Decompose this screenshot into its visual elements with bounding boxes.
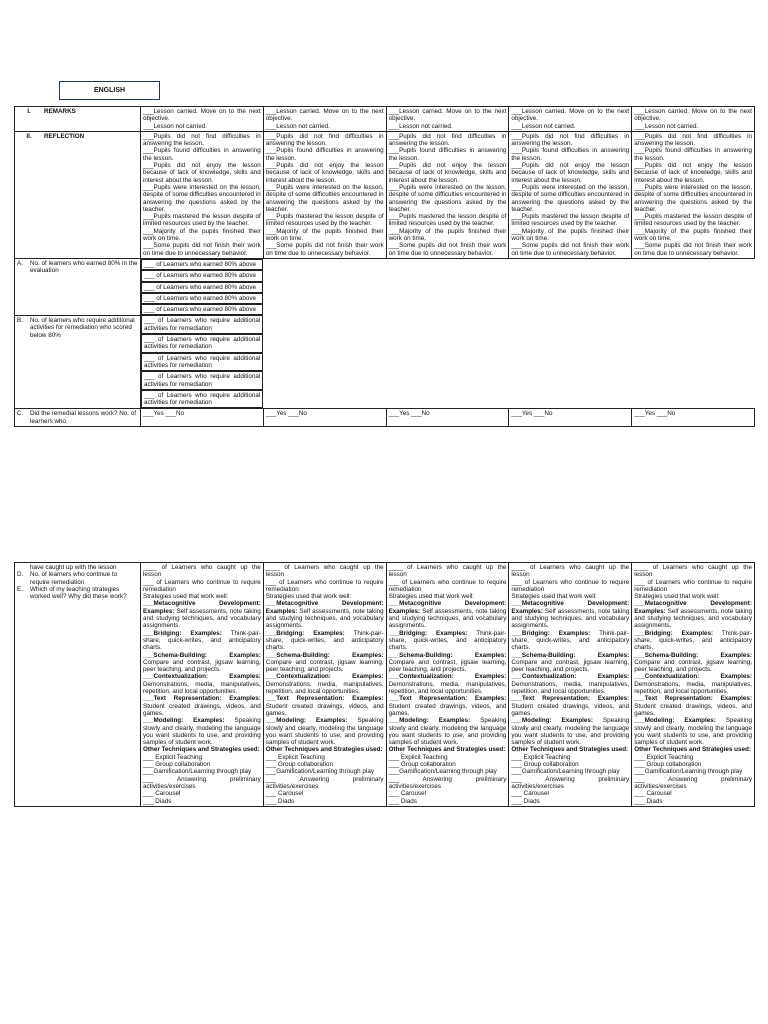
reflection-option: ___Pupils were interested on the lesson, despite of some difficulties encountered in answering the questions asked by the teacher. <box>265 183 384 213</box>
remarks-option: ___Lesson not carried. <box>265 122 330 130</box>
strategy-item <box>143 717 261 746</box>
strategy-examples-label: Examples: <box>352 673 384 681</box>
strategy-description: Think-pair-share, quick-writes, and anticipatory charts. <box>143 629 261 652</box>
reflection-option: ___Pupils did not enjoy the lesson because of lack of knowledge, skills and interest about the lesson. <box>265 162 384 184</box>
strategy-item <box>634 695 752 717</box>
row-b-label-cell <box>15 315 141 408</box>
strategy-item <box>389 695 507 717</box>
other-technique-option: ___ Diads <box>388 797 417 805</box>
row-c-cell: ___Yes ___No <box>141 409 264 427</box>
other-technique-option: ___ Group collaboration <box>388 761 456 769</box>
reflection-option: ___Pupils did not find difficulties in answering the lesson. <box>265 132 384 148</box>
strategy-name: ___Schema-Building: <box>388 651 453 659</box>
other-technique-option: ___ Diads <box>143 797 172 805</box>
strategy-examples-label: Examples: <box>229 651 261 659</box>
remarks-option: ___Lesson not carried. <box>388 122 453 130</box>
row-c-continued <box>15 563 755 807</box>
strategy-item <box>389 630 507 652</box>
other-technique-option: ___ Answering preliminary activities/exercises <box>265 775 384 790</box>
remarks-cell <box>386 107 509 132</box>
other-techniques-title: Other Techniques and Strategies used: <box>634 746 751 754</box>
strategy-examples-label: Examples: <box>265 607 298 615</box>
strategy-item <box>389 673 507 695</box>
row-c-letter: C. <box>17 410 24 418</box>
strategy-examples-label: Examples: <box>597 651 630 659</box>
reflection-table-bottom <box>14 562 755 807</box>
strategy-description: Compare and contrast, jigsaw learning, peer teaching, and projects. <box>143 658 261 674</box>
reflection-option: ___Pupils mastered the lesson despite of limited resources used by the teacher. <box>388 213 507 228</box>
strategy-description: Student created drawings, videos, and games. <box>388 702 507 717</box>
reflection-cell <box>263 131 386 258</box>
reflection-option: ___Pupils did not enjoy the lesson because of lack of knowledge, skills and interest about the lesson. <box>143 162 261 184</box>
other-technique-option: ___ Diads <box>511 797 540 805</box>
other-techniques-title: Other Techniques and Strategies used: <box>265 746 383 754</box>
reflection-row <box>15 131 755 258</box>
strategy-name: ___Modeling: <box>634 717 675 725</box>
strategy-examples-label: Examples: <box>190 629 222 637</box>
strategy-item <box>511 673 629 695</box>
strategy-item <box>634 630 752 652</box>
strategy-description: Think-pair-share, quick-writes, and anticipatory charts. <box>634 629 752 652</box>
remarks-option: ___Lesson not carried. <box>143 122 208 130</box>
strategy-item <box>143 673 261 695</box>
strategy-name: ___Modeling: <box>265 717 307 725</box>
strategy-examples-label: Examples: <box>193 717 225 725</box>
row-b-label: No. of learners who require additional activities for remediation who scored below 80% <box>30 316 135 339</box>
strategy-description: Compare and contrast, jigsaw learning, peer teaching, and projects. <box>265 658 384 674</box>
other-technique-option: ___Gamification/Learning through play <box>388 768 497 776</box>
strategy-name: ___Contextualization: <box>143 673 209 681</box>
reflection-option: ___Some pupils did not finish their work on time due to unnecessary behavior. <box>388 242 507 257</box>
reflection-option: ___Pupils did not enjoy the lesson because of lack of knowledge, skills and interest about the lesson. <box>388 162 507 184</box>
reflection-option: ___Pupils mastered the lesson despite of limited resources used by the teacher. <box>265 213 384 228</box>
other-techniques-title: Other Techniques and Strategies used: <box>511 746 629 754</box>
strategy-item <box>511 695 629 717</box>
strategy-description: Think-pair-share, quick-writes, and anticipatory charts. <box>388 629 507 652</box>
row-e-label: Which of my teaching strategies worked well? Why did these work? <box>30 585 127 601</box>
strategy-item <box>389 600 507 629</box>
strategy-examples-label: Examples: <box>474 673 507 681</box>
strategy-item <box>511 600 629 629</box>
remarks-cell <box>141 107 264 132</box>
reflection-table-top <box>14 106 755 427</box>
strategy-item <box>634 652 752 674</box>
strategy-description: Self assessments, note taking and studying techniques, and vocabulary assignments. <box>511 607 630 630</box>
strategy-description: Speaking slowly and clearly, modeling the language you want students to use, and providing samples of student work. <box>143 717 261 747</box>
reflection-option: ___Pupils did not enjoy the lesson because of lack of knowledge, skills and interest about the lesson. <box>634 162 752 184</box>
strategies-intro: Strategies used that work well: <box>143 593 229 601</box>
row-a-cell: ___ of Learners who earned 80% above <box>141 293 263 304</box>
strategy-item <box>634 673 752 695</box>
strategy-examples-label: Examples: <box>436 629 468 637</box>
reflection-option: ___Pupils mastered the lesson despite of limited resources used by the teacher. <box>511 213 630 228</box>
other-technique-option: ___ Explicit Teaching <box>634 753 694 761</box>
strategy-description: Compare and contrast, jigsaw learning, peer teaching, and projects. <box>388 658 507 674</box>
strategy-examples-label: Examples: <box>561 717 594 725</box>
strategy-item <box>266 630 384 652</box>
row-a <box>15 258 755 315</box>
strategy-examples-label: Examples: <box>558 629 591 637</box>
spacer <box>17 564 27 571</box>
strategy-examples-label: Examples: <box>720 695 752 703</box>
strategy-examples-label: Examples: <box>511 607 543 615</box>
strategy-description: Demonstrations, media, manipulatives, repetition, and local opportunities. <box>511 680 630 696</box>
reflection-option: ___Some pupils did not finish their work on time due to unnecessary behavior. <box>143 242 261 257</box>
strategy-item <box>266 673 384 695</box>
other-techniques-title: Other Techniques and Strategies used: <box>143 746 260 754</box>
reflection-option: ___Majority of the pupils finished their work on time. <box>634 227 752 243</box>
strategy-examples-label: Examples: <box>684 717 716 725</box>
strategy-item <box>511 630 629 652</box>
remarks-cell <box>632 107 755 132</box>
reflection-option: ___Pupils were interested on the lesson, despite of some difficulties encountered in answering the questions asked by the teacher. <box>388 183 507 213</box>
other-technique-option: ___ Group collaboration <box>634 761 702 769</box>
strategy-examples-label: Examples: <box>388 607 421 615</box>
remarks-cell <box>263 107 386 132</box>
row-c-label-cell <box>15 409 141 427</box>
strategy-name: ___Schema-Building: <box>634 651 699 659</box>
strategy-name: ___Modeling: <box>143 717 184 725</box>
strategy-examples-label: Examples: <box>474 651 507 659</box>
reflection-option: ___Some pupils did not finish their work on time due to unnecessary behavior. <box>265 242 384 257</box>
strategy-examples-label: Examples: <box>313 629 345 637</box>
strategy-name: ___Bridging: <box>511 629 550 637</box>
strategy-name: ___Schema-Building: <box>265 651 330 659</box>
remarks-option: ___Lesson carried. Move on to the next objective. <box>265 108 384 123</box>
strategy-name: ___Contextualization: <box>265 673 331 681</box>
reflection-option: ___Pupils found difficulties in answering the lesson. <box>511 147 630 162</box>
strategy-examples-label: Examples: <box>720 651 752 659</box>
other-techniques-title: Other Techniques and Strategies used: <box>388 746 506 754</box>
strategy-description: Demonstrations, media, manipulatives, repetition, and local opportunities. <box>265 680 384 696</box>
strategy-name: ___Text Representation: <box>143 695 222 703</box>
strategy-name: ___Modeling: <box>388 717 429 725</box>
row-b-cell: ___ of Learners who require additional activities for remediation <box>141 371 263 390</box>
strategy-description: Speaking slowly and clearly, modeling the language you want students to use, and providing samples of student work. <box>265 717 384 747</box>
other-technique-option: ___ Carousel <box>511 790 549 798</box>
strategy-item <box>634 717 752 746</box>
strategy-item <box>389 717 507 746</box>
other-technique-option: ___ Explicit Teaching <box>511 753 571 761</box>
remarks-option: ___Lesson not carried. <box>634 122 699 130</box>
other-technique-option: ___ Diads <box>634 797 663 805</box>
subject-label: ENGLISH <box>59 81 160 100</box>
strategy-item <box>143 630 261 652</box>
strategy-description: Speaking slowly and clearly, modeling the language you want students to use, and providing samples of student work. <box>388 717 507 747</box>
row-a-cell: ___ of Learners who earned 80% above <box>141 259 263 270</box>
caught-up-count: ____ of Learners who caught up the lesson <box>388 564 507 579</box>
row-b-cell: ___ of Learners who require additional activities for remediation <box>141 390 263 409</box>
continue-remediation-count: ___ of Learners who continue to require remediation <box>265 578 384 593</box>
row-c-label: Did the remedial lessons work? No. of learners who <box>30 410 137 425</box>
row-c <box>15 409 755 427</box>
row-c-cell: ___Yes ___No <box>263 409 386 427</box>
reflection-label-cell <box>15 131 141 258</box>
reflection-cell <box>386 131 509 258</box>
remarks-option: ___Lesson carried. Move on to the next objective. <box>388 108 507 123</box>
row-b-cell: ___ of Learners who require additional activities for remediation <box>141 353 263 372</box>
remarks-option: ___Lesson not carried. <box>511 122 576 130</box>
continue-remediation-count: ___ of Learners who continue to require remediation <box>511 578 630 593</box>
strategy-name: ___Metacognitive Development: <box>265 600 384 608</box>
continue-remediation-count: ___ of Learners who continue to require remediation <box>388 578 507 593</box>
strategy-item <box>266 695 384 717</box>
strategy-examples-label: Examples: <box>143 607 175 615</box>
reflection-option: ___Pupils did not find difficulties in answering the lesson. <box>634 132 752 148</box>
strategy-item <box>511 652 629 674</box>
other-technique-option: ___ Answering preliminary activities/exercises <box>634 775 752 790</box>
reflection-option: ___Pupils found difficulties in answering the lesson. <box>388 147 507 162</box>
row-b-cell: ___ of Learners who require additional activities for remediation <box>141 315 263 334</box>
strategy-description: Student created drawings, videos, and games. <box>634 702 752 717</box>
strategies-intro: Strategies used that work well: <box>634 593 720 601</box>
strategies-intro: Strategies used that work well: <box>511 593 597 601</box>
strategy-item <box>389 652 507 674</box>
strategy-name: ___Text Representation: <box>511 695 590 703</box>
strategy-examples-label: Examples: <box>229 673 261 681</box>
reflection-cell <box>141 131 264 258</box>
reflection-number: II. <box>26 132 32 140</box>
strategy-cell <box>386 563 509 807</box>
remarks-option: ___Lesson carried. Move on to the next objective. <box>511 108 630 123</box>
row-c-cell: ___Yes ___No <box>509 409 632 427</box>
row-a-label-cell <box>15 258 141 315</box>
caught-up-count: ____ of Learners who caught up the lesson <box>511 564 630 579</box>
strategy-examples-label: Examples: <box>352 695 384 703</box>
other-technique-option: ___ Carousel <box>143 790 181 798</box>
strategy-item <box>143 600 261 629</box>
strategy-name: ___Bridging: <box>634 629 673 637</box>
other-technique-option: ___ Answering preliminary activities/exercises <box>388 775 507 790</box>
remarks-title: REMARKS <box>44 108 76 115</box>
strategy-description: Speaking slowly and clearly, modeling the language you want students to use, and providing samples of student work. <box>511 717 630 747</box>
strategy-name: ___Text Representation: <box>634 695 713 703</box>
strategy-examples-label: Examples: <box>597 695 630 703</box>
strategy-description: Student created drawings, videos, and games. <box>143 702 261 717</box>
reflection-option: ___Pupils were interested on the lesson, despite of some difficulties encountered in answering the questions asked by the teacher. <box>143 183 261 213</box>
other-technique-option: ___ Answering preliminary activities/exercises <box>511 775 630 790</box>
strategy-description: Self assessments, note taking and studying techniques, and vocabulary assignments. <box>143 607 261 630</box>
strategy-name: ___Modeling: <box>511 717 552 725</box>
row-c-cell: ___Yes ___No <box>632 409 755 427</box>
caught-up-count: ____ of Learners who caught up the lesson <box>143 564 261 579</box>
reflection-option: ___Majority of the pupils finished their work on time. <box>388 227 507 243</box>
remarks-option: ___Lesson carried. Move on to the next objective. <box>143 108 261 123</box>
strategy-cell <box>632 563 755 807</box>
strategy-description: Demonstrations, media, manipulatives, repetition, and local opportunities. <box>634 680 752 696</box>
row-b-letter: B. <box>17 316 23 324</box>
strategies-intro: Strategies used that work well: <box>388 593 474 601</box>
other-technique-option: ___ Explicit Teaching <box>143 753 203 761</box>
other-technique-option: ___ Carousel <box>265 790 304 798</box>
reflection-cell <box>632 131 755 258</box>
other-technique-option: ___ Explicit Teaching <box>265 753 325 761</box>
other-technique-option: ___ Explicit Teaching <box>388 753 448 761</box>
row-d-letter: D. <box>17 571 24 579</box>
reflection-title: REFLECTION <box>44 132 85 140</box>
strategy-cell <box>141 563 264 807</box>
strategy-name: ___Contextualization: <box>511 673 577 681</box>
strategy-name: ___Bridging: <box>265 629 305 637</box>
reflection-option: ___Pupils did not find difficulties in answering the lesson. <box>143 132 261 148</box>
strategy-cell <box>509 563 632 807</box>
reflection-option: ___Pupils mastered the lesson despite of limited resources used by the teacher. <box>634 213 752 228</box>
row-a-cell: ___ of Learners who earned 80% above <box>141 282 263 293</box>
strategy-item <box>266 600 384 629</box>
row-a-letter: A. <box>17 259 23 267</box>
strategy-name: ___Contextualization: <box>388 673 454 681</box>
reflection-option: ___Pupils mastered the lesson despite of limited resources used by the teacher. <box>143 213 261 228</box>
reflection-option: ___Majority of the pupils finished their work on time. <box>265 227 384 243</box>
strategy-description: Compare and contrast, jigsaw learning, peer teaching, and projects. <box>634 658 752 674</box>
other-technique-option: ___Gamification/Learning through play <box>634 768 743 776</box>
strategy-examples-label: Examples: <box>438 717 471 725</box>
strategy-description: Compare and contrast, jigsaw learning, peer teaching, and projects. <box>511 658 630 674</box>
strategy-examples-label: Examples: <box>352 651 384 659</box>
row-b-cell: ___ of Learners who require additional activities for remediation <box>141 334 263 353</box>
strategy-examples-label: Examples: <box>474 695 507 703</box>
strategy-item <box>266 652 384 674</box>
strategy-description: Student created drawings, videos, and games. <box>511 702 630 717</box>
other-technique-option: ___ Carousel <box>388 790 427 798</box>
remarks-row <box>15 107 755 132</box>
other-technique-option: ___ Group collaboration <box>265 761 334 769</box>
strategy-name: ___Bridging: <box>143 629 182 637</box>
other-technique-option: ___Gamification/Learning through play <box>265 768 374 776</box>
strategy-name: ___Bridging: <box>388 629 428 637</box>
strategy-examples-label: Examples: <box>681 629 714 637</box>
remarks-number: I. <box>27 108 31 115</box>
remarks-label-cell <box>15 107 141 132</box>
strategy-item <box>143 652 261 674</box>
strategy-name: ___Schema-Building: <box>511 651 576 659</box>
caught-up-count: ____ of Learners who caught up the lesson <box>265 564 384 579</box>
row-e-letter: E. <box>17 585 23 593</box>
strategy-item <box>143 695 261 717</box>
strategy-examples-label: Examples: <box>315 717 348 725</box>
strategy-name: ___Metacognitive Development: <box>143 600 261 608</box>
strategy-item <box>634 600 752 629</box>
strategy-examples-label: Examples: <box>720 673 752 681</box>
strategy-name: ___Metacognitive Development: <box>511 600 630 608</box>
reflection-option: ___Some pupils did not finish their work on time due to unnecessary behavior. <box>634 242 752 257</box>
continue-remediation-count: ___ of Learners who continue to require remediation <box>634 578 752 593</box>
other-technique-option: ___ Diads <box>265 797 295 805</box>
strategy-description: Self assessments, note taking and studying techniques, and vocabulary assignments. <box>265 607 384 630</box>
row-c-cell: ___Yes ___No <box>386 409 509 427</box>
reflection-option: ___Pupils did not enjoy the lesson because of lack of knowledge, skills and interest about the lesson. <box>511 162 630 184</box>
strategy-examples-label: Examples: <box>229 695 261 703</box>
continue-remediation-count: ___ of Learners who continue to require remediation <box>143 578 261 593</box>
row-a-cell: ___ of Learners who earned 80% above <box>141 304 263 315</box>
strategy-name: ___Metacognitive Development: <box>388 600 507 608</box>
other-technique-option: ___Gamification/Learning through play <box>511 768 620 776</box>
strategy-name: ___Text Representation: <box>388 695 468 703</box>
reflection-option: ___Majority of the pupils finished their work on time. <box>143 227 261 243</box>
strategies-intro: Strategies used that work well: <box>265 593 352 601</box>
other-technique-option: ___Gamification/Learning through play <box>143 768 252 776</box>
strategy-name: ___Metacognitive Development: <box>634 600 752 608</box>
reflection-option: ___Some pupils did not finish their work on time due to unnecessary behavior. <box>511 242 630 257</box>
reflection-option: ___Pupils did not find difficulties in answering the lesson. <box>511 132 630 148</box>
strategy-description: Student created drawings, videos, and games. <box>265 702 384 717</box>
reflection-cell <box>509 131 632 258</box>
strategy-cell <box>263 563 386 807</box>
reflection-option: ___Pupils did not find difficulties in answering the lesson. <box>388 132 507 148</box>
strategy-description: Demonstrations, media, manipulatives, repetition, and local opportunities. <box>143 680 261 696</box>
reflection-option: ___Pupils found difficulties in answering the lesson. <box>265 147 384 162</box>
strategy-item <box>266 717 384 746</box>
strategy-item <box>511 717 629 746</box>
strategy-examples-label: Examples: <box>597 673 630 681</box>
reflection-option: ___Pupils found difficulties in answering the lesson. <box>634 147 752 162</box>
row-c-continued-label-cell <box>15 563 141 807</box>
other-technique-option: ___ Group collaboration <box>143 761 211 769</box>
row-c-continued-label: have caught up with the lesson <box>30 564 117 571</box>
strategy-examples-label: Examples: <box>634 607 666 615</box>
remarks-cell <box>509 107 632 132</box>
strategy-description: Self assessments, note taking and studying techniques, and vocabulary assignments. <box>634 607 752 630</box>
strategy-description: Demonstrations, media, manipulatives, repetition, and local opportunities. <box>388 680 507 696</box>
caught-up-count: ____ of Learners who caught up the lesson <box>634 564 752 579</box>
reflection-option: ___Pupils were interested on the lesson, despite of some difficulties encountered in answering the questions asked by the teacher. <box>634 183 752 213</box>
strategy-description: Think-pair-share, quick-writes, and anticipatory charts. <box>265 629 384 652</box>
reflection-option: ___Majority of the pupils finished their work on time. <box>511 227 630 243</box>
strategy-description: Think-pair-share, quick-writes, and anticipatory charts. <box>511 629 630 652</box>
strategy-description: Speaking slowly and clearly, modeling the language you want students to use, and providing samples of student work. <box>634 717 752 747</box>
row-d-label: No. of learners who continue to require remediation <box>30 571 118 586</box>
other-technique-option: ___ Carousel <box>634 790 672 798</box>
reflection-option: ___Pupils were interested on the lesson, despite of some difficulties encountered in answering the questions asked by the teacher. <box>511 183 630 213</box>
strategy-name: ___Contextualization: <box>634 673 700 681</box>
reflection-option: ___Pupils found difficulties in answering the lesson. <box>143 147 261 162</box>
other-technique-option: ___ Answering preliminary activities/exercises <box>143 775 261 790</box>
row-a-label: No. of learners who earned 80% in the evaluation <box>30 259 138 275</box>
other-technique-option: ___ Group collaboration <box>511 761 579 769</box>
strategy-name: ___Schema-Building: <box>143 651 208 659</box>
row-b <box>15 315 755 408</box>
strategy-name: ___Text Representation: <box>265 695 345 703</box>
strategy-description: Self assessments, note taking and studying techniques, and vocabulary assignments. <box>388 607 507 630</box>
row-a-cell: ___ of Learners who earned 80% above <box>141 270 263 281</box>
remarks-option: ___Lesson carried. Move on to the next objective. <box>634 108 752 123</box>
